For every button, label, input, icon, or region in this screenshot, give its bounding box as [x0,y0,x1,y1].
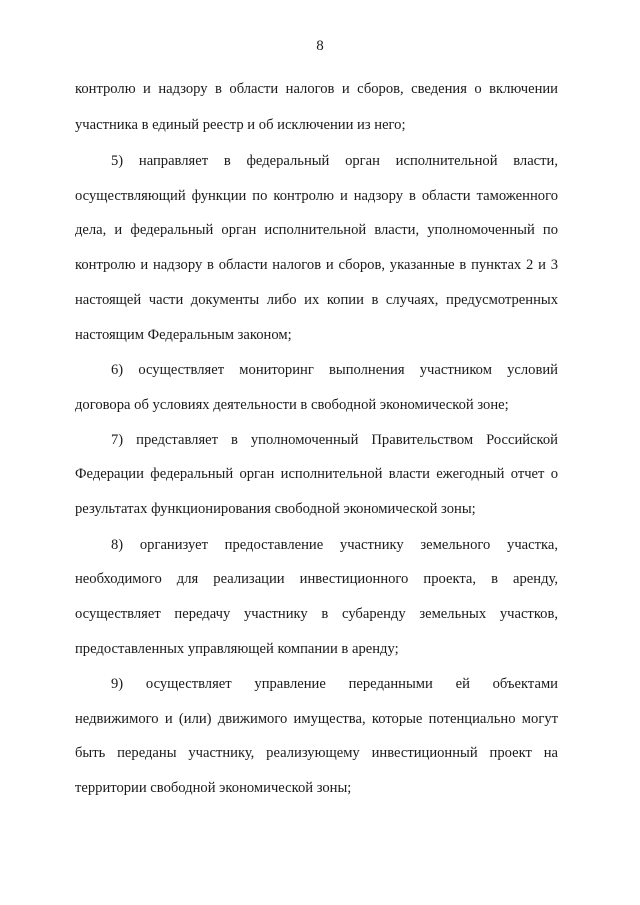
text-line: предоставленных управляющей компании в аренду; [75,641,399,657]
text-line: участника в единый реестр и об исключении из него; [75,117,406,133]
list-item-6-start: 6) осуществляет мониторинг выполнения участником условий [111,362,558,378]
list-item-5-start: 5) направляет в федеральный орган исполнительной власти, [111,153,558,169]
text-line: договора об условиях деятельности в свободной экономической зоне; [75,397,509,413]
text-line: контролю и надзору в области налогов и сборов, указанные в пунктах 2 и 3 [75,257,558,273]
text-line: настоящей части документы либо их копии в случаях, предусмотренных [75,292,558,308]
list-item-8-start: 8) организует предоставление участнику земельного участка, [111,537,558,553]
text-line: настоящим Федеральным законом; [75,327,292,343]
list-item-7-start: 7) представляет в уполномоченный Правительством Российской [111,432,558,448]
list-item-9-start: 9) осуществляет управление переданными ей объектами [111,676,558,692]
text-line: необходимого для реализации инвестиционного проекта, в аренду, [75,571,558,587]
text-line: дела, и федеральный орган исполнительной власти, уполномоченный по [75,222,558,238]
text-line: быть переданы участнику, реализующему инвестиционный проект на [75,745,558,761]
text-line: недвижимого и (или) движимого имущества, которые потенциально могут [75,711,558,727]
text-line: осуществляющий функции по контролю и надзору в области таможенного [75,188,558,204]
text-line: результатах функционирования свободной экономической зоны; [75,501,476,517]
text-line: осуществляет передачу участнику в субаренду земельных участков, [75,606,558,622]
text-line: контролю и надзору в области налогов и сборов, сведения о включении [75,81,558,97]
text-line: территории свободной экономической зоны; [75,780,352,796]
text-line: Федерации федеральный орган исполнительной власти ежегодный отчет о [75,466,558,482]
page-number: 8 [316,38,324,54]
